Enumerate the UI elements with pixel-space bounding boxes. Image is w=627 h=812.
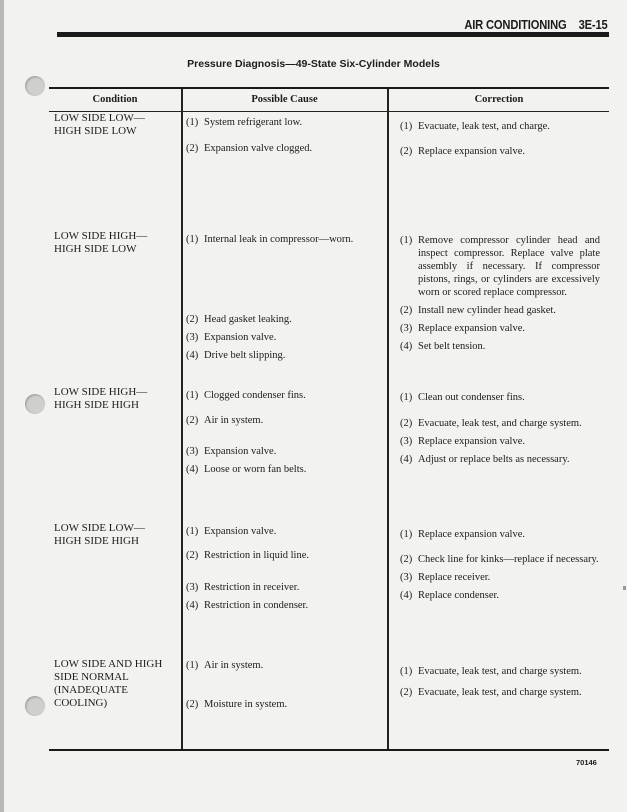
item-number: (1) — [186, 234, 199, 245]
item-text: Head gasket leaking. — [204, 314, 292, 325]
cause-item — [186, 445, 384, 458]
item-number: (1) — [186, 526, 199, 537]
item-text: Evacuate, leak test, and charge system. — [418, 418, 582, 429]
item-text: Replace expansion valve. — [418, 529, 525, 540]
item-text: Remove compressor cylinder head and inspect compressor. Replace valve plate assembly if necessary. If compressor pistons, rings, or cylinders are excessively worn or scored replace compressor. — [418, 235, 600, 298]
item-text: Restriction in condenser. — [204, 600, 309, 611]
cause-list — [186, 233, 384, 362]
item-text: Evacuate, leak test, and charge system. — [418, 666, 582, 677]
correction-item — [400, 553, 600, 566]
condition-line: HIGH SIDE HIGH — [54, 399, 139, 411]
item-number: (2) — [400, 418, 413, 429]
item-text: Replace expansion valve. — [418, 436, 525, 447]
correction-item — [400, 528, 600, 541]
condition-cell — [54, 386, 178, 412]
item-number: (2) — [400, 687, 413, 698]
cause-list — [186, 659, 384, 711]
item-text: Air in system. — [204, 415, 264, 426]
item-text: Loose or worn fan belts. — [204, 464, 307, 475]
column-divider — [387, 89, 389, 751]
correction-item — [400, 589, 600, 602]
item-text: Replace receiver. — [418, 572, 491, 583]
cause-item — [186, 581, 384, 594]
item-text: Set belt tension. — [418, 341, 486, 352]
item-number: (1) — [400, 666, 413, 677]
item-number: (2) — [186, 143, 199, 154]
binder-hole-middle — [25, 394, 45, 414]
item-number: (2) — [400, 554, 413, 565]
item-text: Replace condenser. — [418, 590, 500, 601]
item-number: (2) — [186, 314, 199, 325]
condition-line: HIGH SIDE HIGH — [54, 535, 139, 547]
item-number: (2) — [186, 415, 199, 426]
item-text: Check line for kinks—replace if necessary. — [418, 554, 599, 565]
item-text: Expansion valve. — [204, 446, 277, 457]
item-text: Clean out condenser fins. — [418, 392, 525, 403]
item-number: (4) — [186, 464, 199, 475]
header-rule — [57, 32, 609, 37]
cause-item — [186, 349, 384, 362]
condition-line: LOW SIDE LOW— — [54, 112, 145, 124]
item-number: (2) — [186, 550, 199, 561]
correction-list — [400, 391, 600, 466]
item-text: Clogged condenser fins. — [204, 390, 306, 401]
item-text: Expansion valve clogged. — [204, 143, 313, 154]
binder-hole-bottom — [25, 696, 45, 716]
cause-item — [186, 414, 384, 427]
item-number: (2) — [400, 305, 413, 316]
running-header — [465, 17, 608, 32]
cause-item — [186, 233, 384, 246]
cause-list — [186, 525, 384, 612]
item-number: (4) — [400, 590, 413, 601]
item-number: (3) — [400, 323, 413, 334]
item-number: (4) — [186, 350, 199, 361]
cause-item — [186, 142, 384, 155]
correction-item — [400, 417, 600, 430]
item-number: (4) — [400, 341, 413, 352]
item-text: Evacuate, leak test, and charge system. — [418, 687, 582, 698]
figure-number: 70146 — [576, 758, 597, 767]
condition-cell — [54, 230, 178, 256]
condition-line: LOW SIDE HIGH— — [54, 386, 148, 398]
condition-line: HIGH SIDE LOW — [54, 125, 137, 137]
condition-line: HIGH SIDE LOW — [54, 243, 137, 255]
correction-item — [400, 686, 600, 699]
cause-list — [186, 389, 384, 476]
correction-list — [400, 665, 600, 699]
item-number: (3) — [186, 582, 199, 593]
item-number: (3) — [400, 436, 413, 447]
item-text: Restriction in liquid line. — [204, 550, 309, 561]
cause-item — [186, 698, 384, 711]
page-edge — [0, 0, 4, 812]
column-header-correction: Correction — [474, 94, 524, 105]
table-title: Pressure Diagnosis—49-State Six-Cylinder Models — [187, 58, 440, 70]
cause-item — [186, 116, 384, 129]
item-text: Drive belt slipping. — [204, 350, 286, 361]
cause-item — [186, 389, 384, 402]
item-text: Expansion valve. — [204, 332, 277, 343]
correction-item — [400, 453, 600, 466]
cause-list — [186, 116, 384, 155]
correction-item — [400, 120, 600, 133]
item-number: (1) — [400, 121, 413, 132]
item-text: Moisture in system. — [204, 699, 288, 710]
column-header-possible-cause: Possible Cause — [251, 94, 318, 105]
correction-list — [400, 528, 600, 602]
cause-item — [186, 549, 384, 562]
column-header-condition: Condition — [92, 94, 138, 105]
item-text: Replace expansion valve. — [418, 323, 525, 334]
binder-hole-top — [25, 76, 45, 96]
item-text: Evacuate, leak test, and charge. — [418, 121, 550, 132]
correction-list — [400, 234, 600, 353]
correction-item — [400, 665, 600, 678]
item-text: Restriction in receiver. — [204, 582, 300, 593]
item-text: System refrigerant low. — [204, 117, 303, 128]
condition-cell — [54, 522, 178, 548]
item-text: Adjust or replace belts as necessary. — [418, 454, 570, 465]
item-number: (1) — [400, 235, 413, 246]
item-number: (3) — [186, 446, 199, 457]
cause-item — [186, 463, 384, 476]
correction-list — [400, 120, 600, 158]
condition-line: SIDE NORMAL — [54, 671, 129, 683]
condition-line: LOW SIDE AND HIGH — [54, 658, 163, 670]
condition-line: LOW SIDE HIGH— — [54, 230, 148, 242]
table-bottom-rule — [49, 749, 609, 751]
table-header-row — [49, 89, 609, 112]
scan-smudge — [623, 586, 626, 590]
condition-line: (INADEQUATE — [54, 684, 128, 696]
correction-item — [400, 391, 600, 404]
cause-item — [186, 313, 384, 326]
cause-item — [186, 599, 384, 612]
cause-item — [186, 331, 384, 344]
item-text: Expansion valve. — [204, 526, 277, 537]
item-number: (4) — [400, 454, 413, 465]
condition-line: LOW SIDE LOW— — [54, 522, 145, 534]
correction-item — [400, 435, 600, 448]
condition-cell — [54, 112, 178, 138]
item-text: Internal leak in compressor—worn. — [204, 234, 354, 245]
item-number: (1) — [186, 117, 199, 128]
item-text: Air in system. — [204, 660, 264, 671]
correction-item — [400, 234, 600, 299]
item-text: Install new cylinder head gasket. — [418, 305, 556, 316]
item-number: (3) — [400, 572, 413, 583]
item-number: (2) — [400, 146, 413, 157]
condition-line: COOLING) — [54, 697, 108, 709]
condition-cell — [54, 658, 178, 710]
correction-item — [400, 340, 600, 353]
correction-item — [400, 145, 600, 158]
item-number: (1) — [400, 529, 413, 540]
item-number: (3) — [186, 332, 199, 343]
item-number: (1) — [400, 392, 413, 403]
item-number: (2) — [186, 699, 199, 710]
item-number: (1) — [186, 390, 199, 401]
column-divider — [181, 89, 183, 751]
item-number: (1) — [186, 660, 199, 671]
page-number: 3E-15 — [579, 17, 608, 32]
correction-item — [400, 322, 600, 335]
cause-item — [186, 525, 384, 538]
item-number: (4) — [186, 600, 199, 611]
cause-item — [186, 659, 384, 672]
section-title: AIR CONDITIONING — [464, 17, 567, 32]
correction-item — [400, 571, 600, 584]
correction-item — [400, 304, 600, 317]
item-text: Replace expansion valve. — [418, 146, 525, 157]
